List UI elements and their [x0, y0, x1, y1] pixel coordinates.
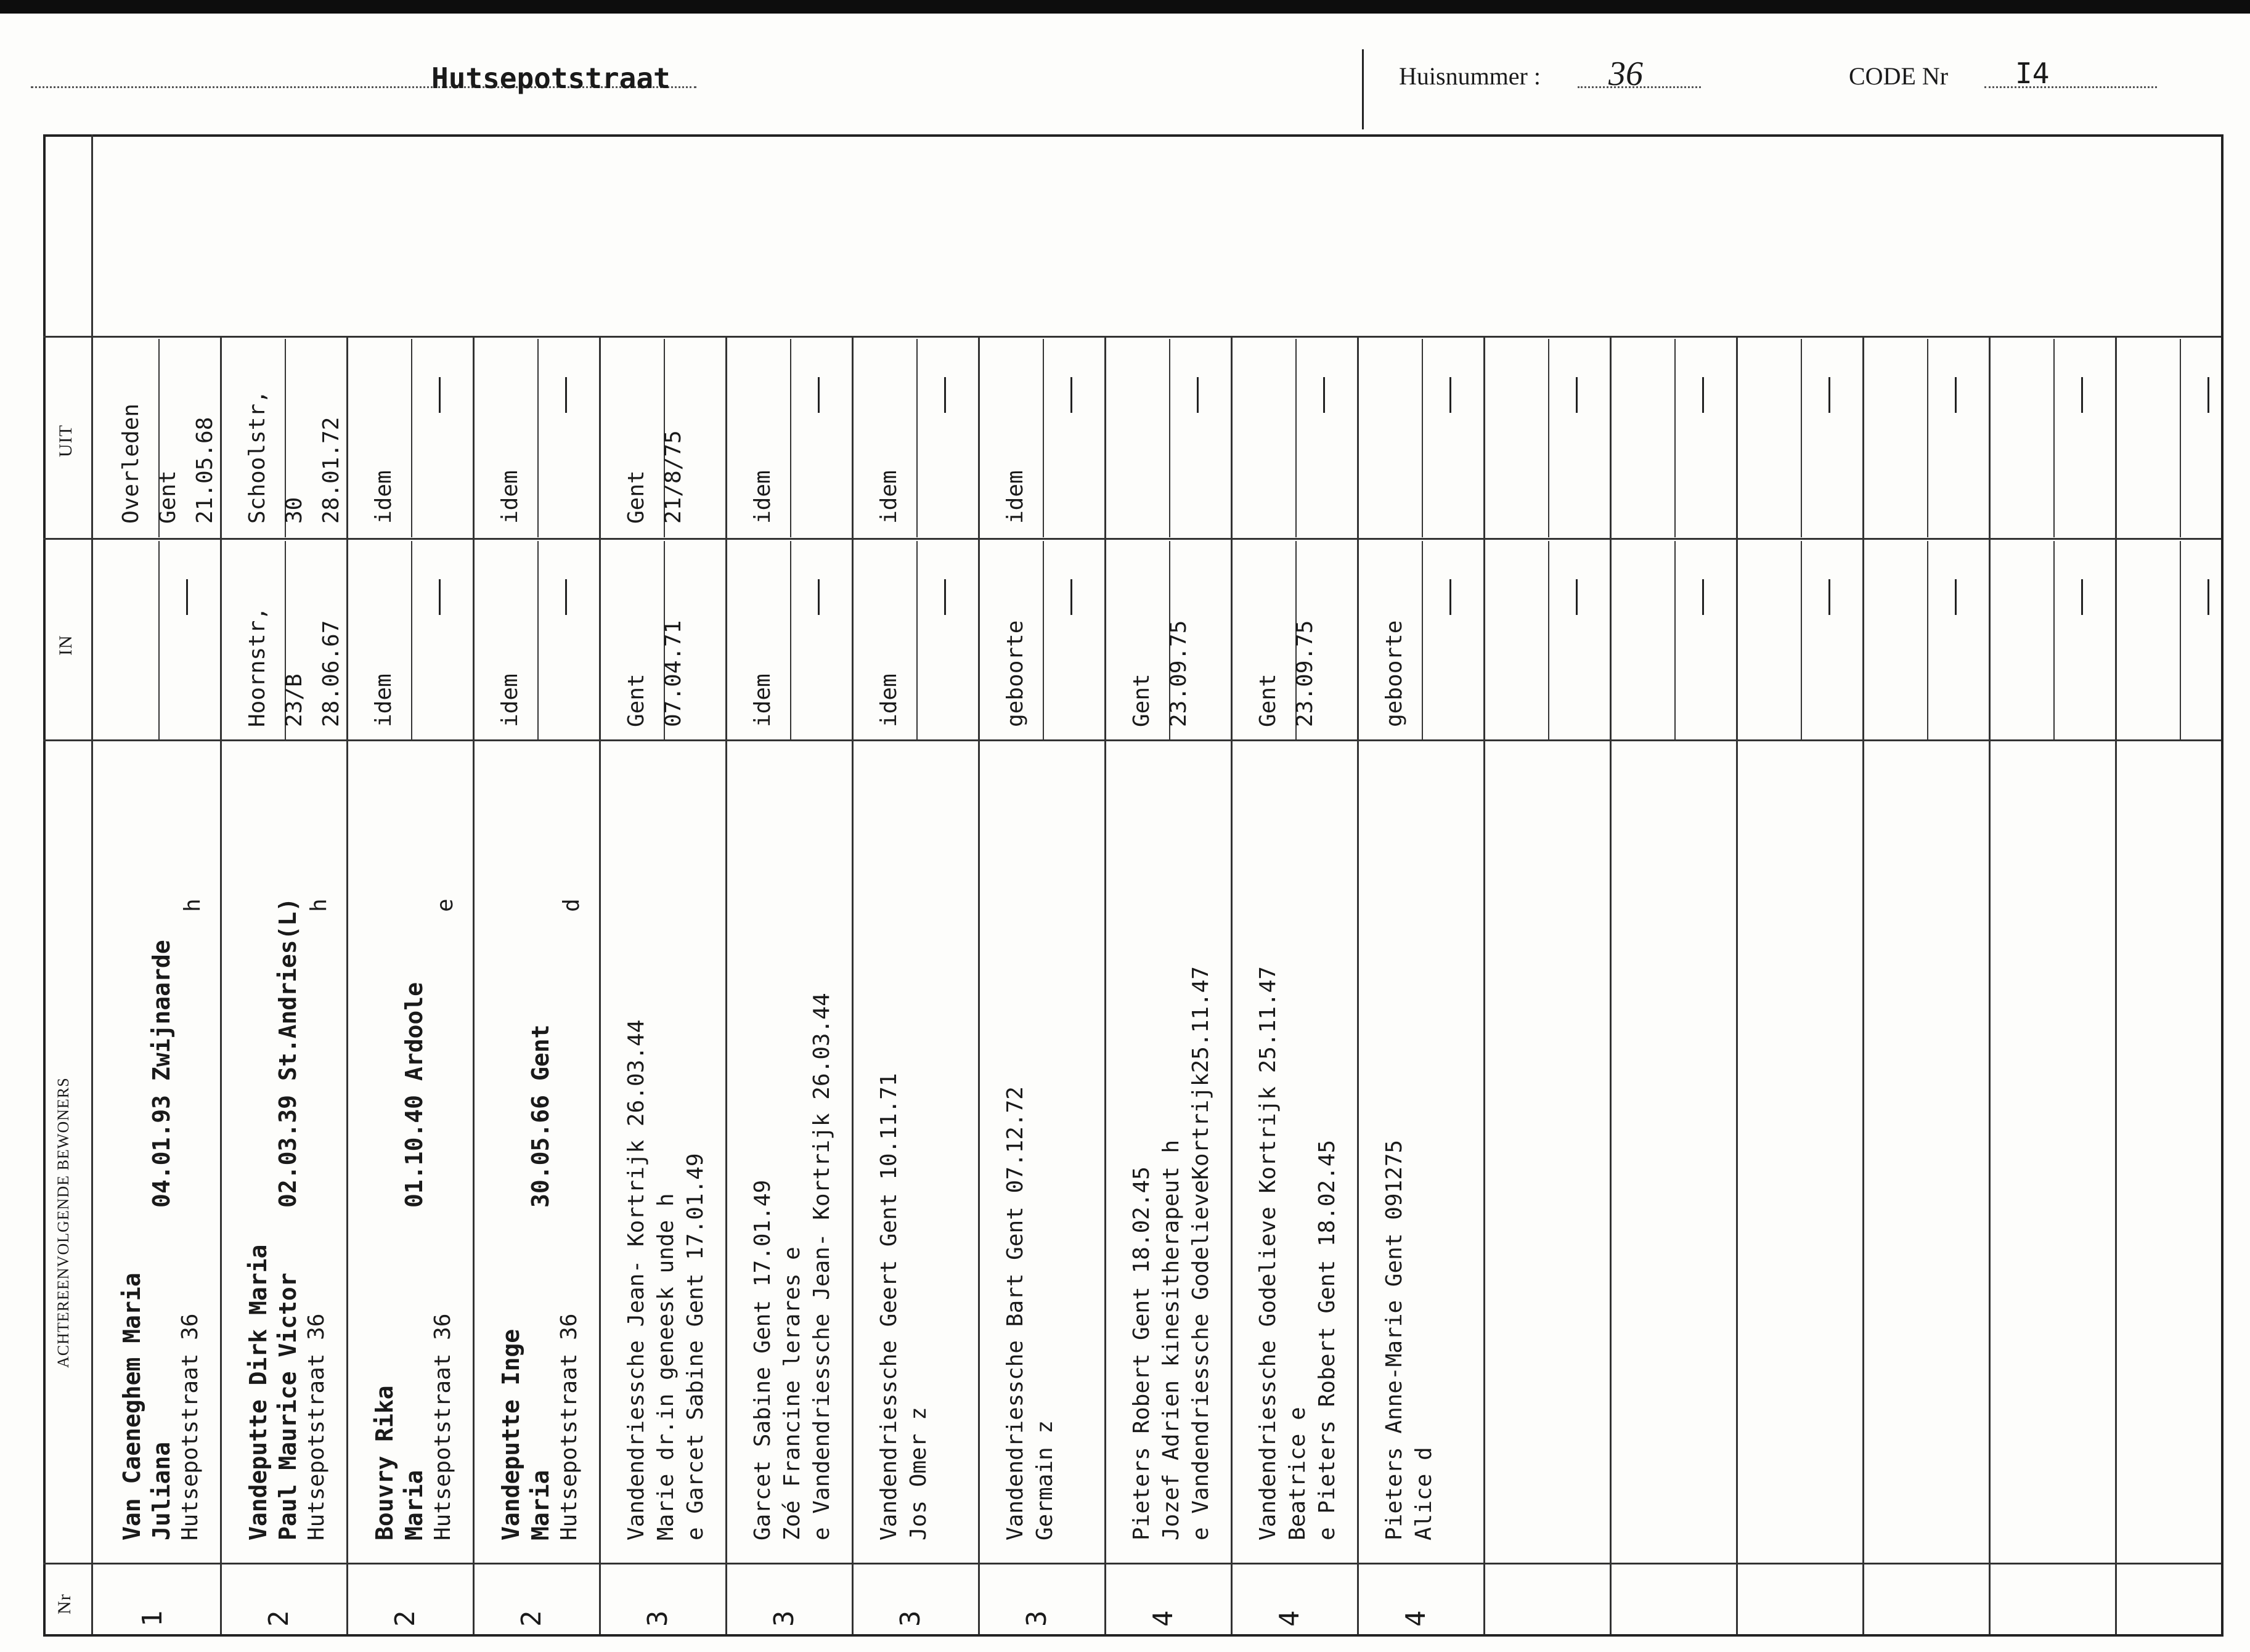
sub-column-line — [1801, 541, 1802, 739]
sub-column-line — [2053, 339, 2055, 537]
sub-column-line — [1043, 541, 1044, 739]
column-line — [725, 336, 727, 1634]
row-number: 2 — [516, 1610, 547, 1627]
uit-dash — [1449, 377, 1451, 413]
resident-code: h — [306, 898, 332, 912]
resident-line: Vandendriessche Bart Gent 07.12.72 — [1003, 1086, 1028, 1540]
empty-dash — [1955, 579, 1957, 615]
resident-line: Maria — [527, 1470, 554, 1540]
uit-label: UIT — [55, 425, 76, 457]
empty-dash — [1702, 377, 1704, 413]
resident-line: Zoé Francine lerares e — [780, 1247, 805, 1540]
column-line — [1231, 336, 1233, 1634]
in-entry: 23.09.75 — [1166, 620, 1191, 727]
resident-line: Pieters Robert Gent 18.02.45 — [1129, 1166, 1154, 1540]
resident-line: Pieters Anne-Marie Gent 091275 — [1382, 1139, 1407, 1540]
sub-column-line — [411, 541, 412, 739]
resident-line: Juliana — [148, 1441, 175, 1540]
row-number: 1 — [137, 1610, 168, 1627]
uit-dash — [944, 377, 946, 413]
in-entry: Gent — [1129, 673, 1154, 727]
house-number-value: 36 — [1608, 55, 1643, 93]
in-dash — [565, 579, 567, 615]
empty-dash — [2081, 377, 2083, 413]
resident-line: Vandendriessche Jean- Kortrijk 26.03.44 — [624, 1019, 649, 1540]
in-entry: idem — [876, 673, 902, 727]
empty-dash — [1576, 579, 1578, 615]
sub-column-line — [790, 541, 791, 739]
row-number: 2 — [389, 1610, 421, 1627]
sub-column-line — [1295, 339, 1297, 537]
resident-line: e Vandendriessche GodelieveKortrijk25.11.47 — [1188, 966, 1213, 1540]
empty-dash — [2081, 579, 2083, 615]
sub-column-line — [1169, 339, 1170, 537]
sub-column-line — [1422, 339, 1423, 537]
empty-dash — [2207, 579, 2209, 615]
resident-line: e Garcet Sabine Gent 17.01.49 — [683, 1153, 708, 1540]
uit-dash — [565, 377, 567, 413]
uit-entry: 21.05.68 — [192, 417, 218, 524]
resident-line: Van Caeneghem Maria — [118, 1272, 145, 1540]
resident-line: Jos Omer z — [906, 1407, 931, 1540]
in-entry: Gent — [1255, 673, 1281, 727]
uit-entry: Gent — [155, 470, 181, 524]
column-line — [852, 336, 854, 1634]
row-number: 4 — [1147, 1610, 1179, 1627]
empty-dash — [1828, 377, 1830, 413]
resident-code: e — [433, 898, 458, 912]
uit-entry: 30 — [282, 497, 307, 524]
uit-in-line — [43, 538, 2221, 540]
resident-line: Hutsepotstraat 36 — [430, 1313, 455, 1540]
resident-line: Marie dr.in geneesk unde h — [653, 1193, 679, 1540]
uit-entry: idem — [371, 470, 396, 524]
row-number: 3 — [1021, 1610, 1053, 1627]
code-label: CODE Nr — [1849, 62, 1949, 90]
residents-label: ACHTEREENVOLGENDE BEWONERS — [54, 1077, 72, 1368]
nr-label: Nr — [54, 1593, 75, 1614]
in-dash — [439, 579, 441, 615]
in-entry: geboorte — [1382, 620, 1407, 727]
code-value: I4 — [2015, 57, 2050, 90]
empty-dash — [1828, 579, 1830, 615]
uit-entry: 28.01.72 — [319, 417, 344, 524]
resident-code: h — [180, 898, 205, 912]
resident-line: Paul Maurice Victor — [274, 1272, 301, 1540]
in-entry: Gent — [624, 673, 649, 727]
uit-entry: idem — [876, 470, 902, 524]
row-number: 3 — [768, 1610, 800, 1627]
resident-line: Vandendriessche Geert Gent 10.11.71 — [876, 1073, 902, 1540]
in-dash — [944, 579, 946, 615]
resident-line: e Pieters Robert Gent 18.02.45 — [1315, 1139, 1340, 1540]
empty-dash — [2207, 377, 2209, 413]
resident-line: Vandendriessche Godelieve Kortrijk 25.11.47 — [1255, 966, 1281, 1540]
column-line — [220, 336, 222, 1634]
column-line — [1357, 336, 1359, 1634]
uit-top-line — [43, 336, 2221, 338]
uit-dash — [1070, 377, 1072, 413]
sub-column-line — [1422, 541, 1423, 739]
column-line — [1610, 336, 1612, 1634]
resident-line: e Vandendriessche Jean- Kortrijk 26.03.44 — [809, 993, 834, 1540]
resident-birth: 30.05.66 Gent — [527, 1024, 554, 1208]
resident-line: Maria — [401, 1470, 428, 1540]
column-line — [1989, 336, 1991, 1634]
column-line — [473, 336, 475, 1634]
in-entry: idem — [497, 673, 523, 727]
res-nr-line — [43, 1563, 2221, 1565]
in-entry: geboorte — [1003, 620, 1028, 727]
sub-column-line — [1674, 541, 1676, 739]
sub-column-line — [1927, 541, 1928, 739]
resident-birth: 02.03.39 St.Andries(L) — [274, 897, 301, 1208]
row-number: 4 — [1400, 1610, 1432, 1627]
uit-entry: Schoolstr, — [245, 390, 270, 524]
resident-line: Alice d — [1411, 1447, 1437, 1540]
resident-line: Hutsepotstraat 36 — [177, 1313, 203, 1540]
uit-dash — [1323, 377, 1325, 413]
column-line — [599, 336, 601, 1634]
sub-column-line — [2180, 541, 2181, 739]
empty-dash — [1702, 579, 1704, 615]
row-number: 3 — [895, 1610, 926, 1627]
row-number: 4 — [1274, 1610, 1305, 1627]
top-edge-bar — [0, 0, 2250, 14]
sub-column-line — [537, 541, 539, 739]
header-divider — [1362, 49, 1364, 129]
in-entry: 23.09.75 — [1292, 620, 1318, 727]
column-line — [2115, 336, 2117, 1634]
sub-column-line — [1801, 339, 1802, 537]
resident-birth: 01.10.40 Ardoole — [401, 982, 428, 1208]
resident-line: Germain z — [1032, 1420, 1058, 1540]
sub-column-line — [1548, 541, 1549, 739]
label-column-line — [91, 134, 93, 1634]
sub-column-line — [2180, 339, 2181, 537]
sub-column-line — [411, 339, 412, 537]
in-dash — [1070, 579, 1072, 615]
sub-column-line — [1674, 339, 1676, 537]
uit-entry: idem — [497, 470, 523, 524]
resident-birth: 04.01.93 Zwijnaarde — [148, 940, 175, 1208]
uit-dash — [818, 377, 820, 413]
uit-dash — [439, 377, 441, 413]
uit-entry: 21/8/75 — [661, 430, 686, 524]
row-number: 3 — [642, 1610, 674, 1627]
column-line — [1736, 336, 1738, 1634]
street-name: Hutsepotstraat — [431, 62, 671, 95]
in-dash — [818, 579, 820, 615]
resident-line: Hutsepotstraat 36 — [304, 1313, 329, 1540]
sub-column-line — [158, 541, 160, 739]
empty-dash — [1955, 377, 1957, 413]
sub-column-line — [537, 339, 539, 537]
in-entry: Hoornstr, — [245, 606, 270, 727]
uit-dash — [1197, 377, 1199, 413]
in-label: IN — [55, 635, 76, 656]
resident-line: Vandeputte Dirk Maria — [245, 1244, 272, 1540]
column-line — [1104, 336, 1106, 1634]
uit-entry: Overleden — [118, 403, 144, 524]
resident-line: Vandeputte Inge — [497, 1329, 524, 1540]
sub-column-line — [790, 339, 791, 537]
column-line — [978, 336, 980, 1634]
resident-line: Hutsepotstraat 36 — [556, 1313, 582, 1540]
column-line — [1483, 336, 1485, 1634]
resident-line: Beatrice e — [1285, 1407, 1310, 1540]
uit-entry: idem — [750, 470, 775, 524]
column-line — [1862, 336, 1864, 1634]
uit-entry: idem — [1003, 470, 1028, 524]
house-number-label: Huisnummer : — [1399, 62, 1541, 90]
resident-code: d — [559, 898, 584, 912]
empty-dash — [1576, 377, 1578, 413]
column-line — [346, 336, 348, 1634]
sub-column-line — [916, 339, 918, 537]
sub-column-line — [916, 541, 918, 739]
uit-entry: Gent — [624, 470, 649, 524]
sub-column-line — [2053, 541, 2055, 739]
in-dash — [186, 579, 188, 615]
resident-line: Jozef Adrien kinesitherapeut h — [1159, 1139, 1184, 1540]
in-res-line — [43, 739, 2221, 741]
in-entry: 28.06.67 — [319, 620, 344, 727]
in-dash — [1449, 579, 1451, 615]
in-entry: idem — [371, 673, 396, 727]
in-entry: 23/B — [282, 673, 307, 727]
in-entry: 07.04.71 — [661, 620, 686, 727]
resident-line: Bouvry Rika — [371, 1385, 398, 1540]
row-number: 2 — [263, 1610, 295, 1627]
sub-column-line — [1548, 339, 1549, 537]
resident-line: Garcet Sabine Gent 17.01.49 — [750, 1179, 775, 1540]
sub-column-line — [1043, 339, 1044, 537]
code-dotted-line — [1984, 86, 2157, 88]
in-entry: idem — [750, 673, 775, 727]
sub-column-line — [1927, 339, 1928, 537]
